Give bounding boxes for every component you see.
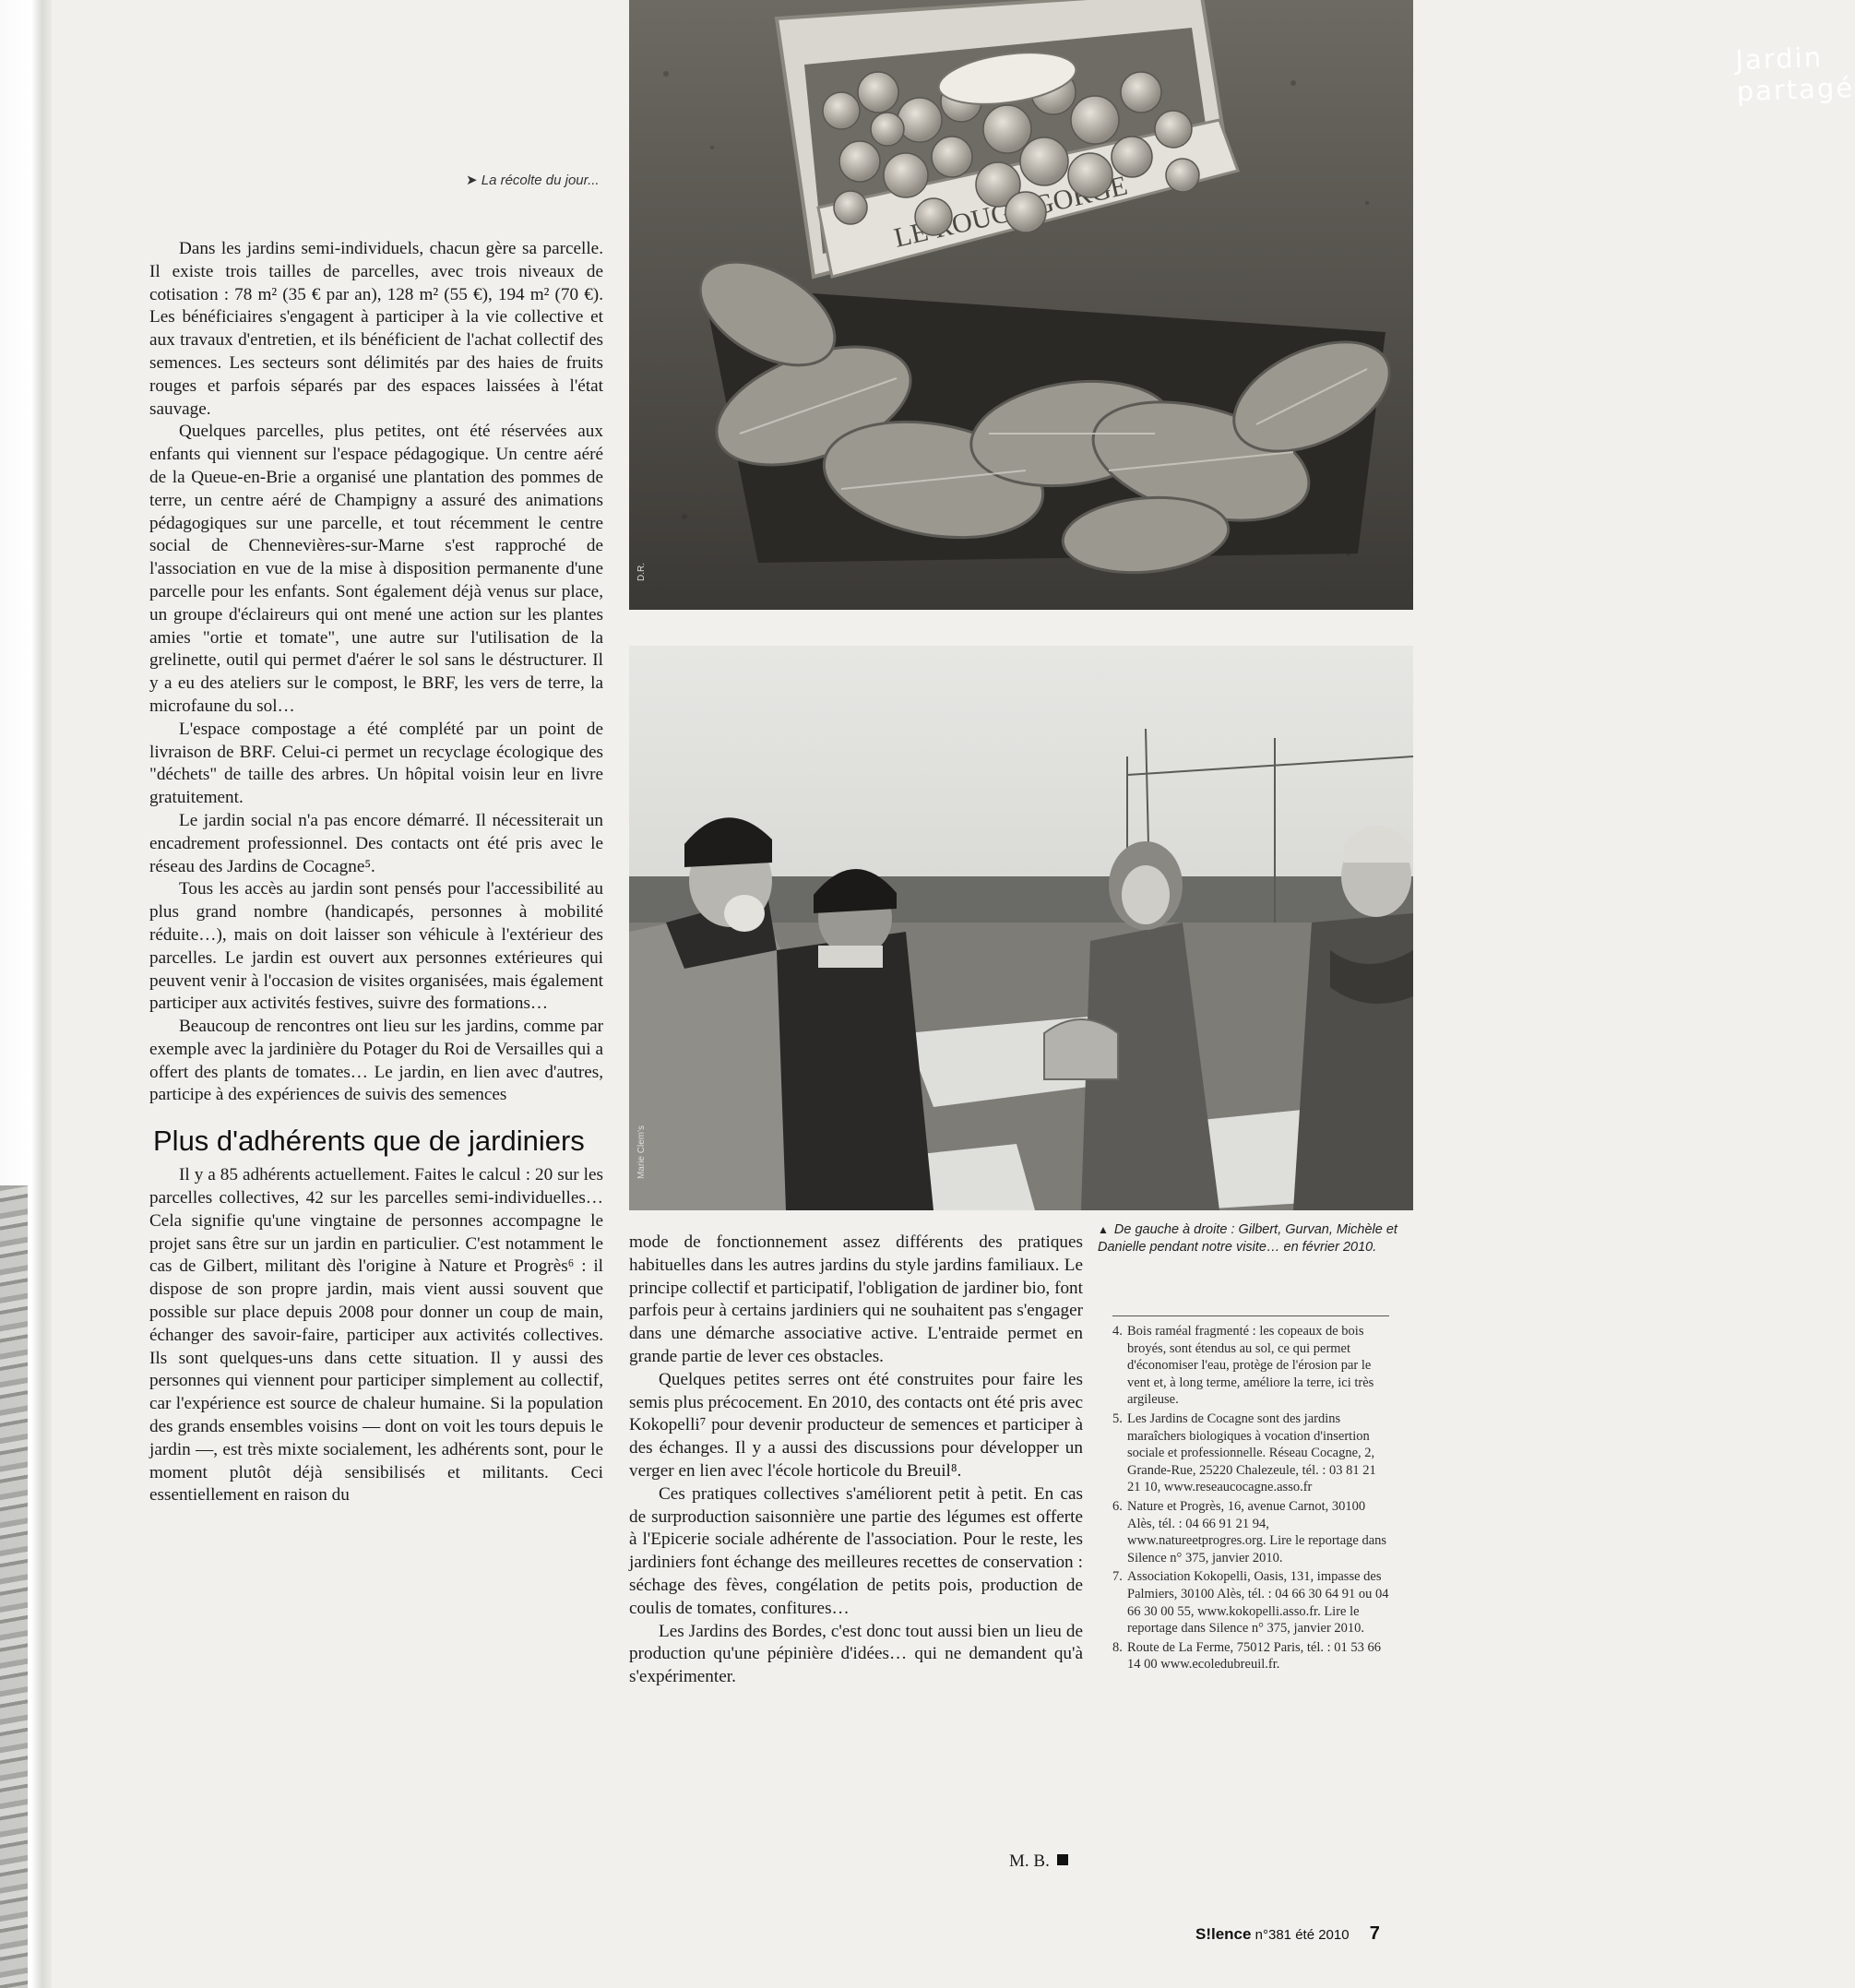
caret-up-icon: ▲	[1098, 1223, 1109, 1236]
paragraph: L'espace compostage a été complété par un point de livraison de BRF. Celui-ci permet un recyclage écologique des "déchets" de taille des arbres. Un hôpital voisin leur en livre gratuitement.	[149, 719, 603, 808]
page-number: 7	[1369, 1923, 1380, 1944]
paragraph: Quelques parcelles, plus petites, ont été réservées aux enfants qui viennent sur l'espace pédagogique. Un centre aéré de la Queue-en-Brie a organisé une plantation des pommes de terre, un centre aéré de Champigny a assuré des animations pédagogiques sur une parcelle, et tout récemment le centre social de Chennevières-sur-Marne s'est rapproché de l'association en vue de la mise à disposition permanente d'une parcelle pour les enfants. Sont également déjà venus sur place, un groupe d'éclaireurs qui ont mené une action sur les plantes amies "ortie et tomate", une autre sur l'utilisation de la grelinette, outil qui permet d'aérer le sol sans le déstructurer. Il y a eu des ateliers sur le compost, le BRF, les vers de terre, la microfaune du sol…	[149, 422, 603, 716]
photo-credit-top: D.R.	[636, 563, 647, 581]
paragraph: Tous les accès au jardin sont pensés pour l'accessibilité au plus grand nombre (handicapés, personnes à mobilité réduite…), mais on doit laisser son véhicule à l'extérieur des parcelles. Le jardin est ouvert aux personnes extérieures qui peuvent venir à l'occasion de visites organisées, mais également participer aux activités festives, suivre des formations…	[149, 879, 603, 1014]
end-mark	[1057, 1854, 1068, 1865]
photo-visitors	[629, 646, 1413, 1210]
crate-label: LE ROUGE	[891, 193, 1031, 254]
page-footer	[1195, 1923, 1380, 1945]
paragraph: mode de fonctionnement assez différents des pratiques habituelles dans les autres jardins du style jardins familiaux. Le principe collectif et participatif, l'obligation de jardiner bio, font parfois peur à certains jardiniers qui ne souhaitent pas s'engager dans une démarche associative active. L'entraide permet en grande partie de lever ces obstacles.	[629, 1232, 1083, 1366]
author-signature	[1009, 1851, 1068, 1872]
page-edge	[0, 0, 52, 1988]
torn-edge	[0, 1185, 28, 1988]
footnote: 8. Route de La Ferme, 75012 Paris, tél. : 01 53 66 14 00 www.ecoledubreuil.fr.	[1112, 1639, 1382, 1673]
paragraph: Quelques petites serres ont été construites pour faire les semis plus précocement. En 2010, des contacts ont été pris avec Kokopelli⁷ pour devenir producteur de semences et participer à des échanges. Il y a aussi des discussions pour développer un verger en lien avec l'école horticole du Breuil⁸.	[629, 1369, 1083, 1481]
paragraph: Le jardin social n'a pas encore démarré. Il nécessiterait un encadrement professionnel. Des contacts ont été pris avec le réseau des Jardins de Cocagne⁵.	[149, 810, 603, 876]
caption-bottom-photo	[1098, 1221, 1411, 1256]
issue-info: n°381 été 2010	[1255, 1927, 1350, 1943]
photo-harvest	[629, 0, 1855, 610]
paragraph: Dans les jardins semi-individuels, chacun gère sa parcelle. Il existe trois tailles de parcelles, avec trois niveaux de cotisation : 78 m² (35 € par an), 128 m² (55 €), 194 m² (70 €). Les bénéficiaires s'engagent à participer à la vie collective et aux travaux d'entretien, et ils bénéficient de l'achat collectif des semences. Les secteurs sont délimités par des haies de fruits rouges et parfois séparés par des espaces laissées à l'état sauvage.	[149, 239, 603, 419]
middle-column	[629, 1232, 1083, 1689]
photo-harvest-drawing	[629, 0, 1413, 610]
section-heading: Plus d'adhérents que de jardiniers	[153, 1125, 585, 1158]
paragraph: Il y a 85 adhérents actuellement. Faites le calcul : 20 sur les parcelles collectives, 42 sur les parcelles semi-individuelles… Cela signifie qu'une vingtaine de personnes accompagne le projet sans être sur un jardin en particulier. C'est notamment le cas de Gilbert, militant dès l'origine à Nature et Progrès⁶ : il dispose de son propre jardin, mais vient aussi souvent que possible sur place depuis 2008 pour donner un coup de main, échanger des savoir-faire, participer aux activités collectives. Ils sont quelques-uns dans cette situation. Il y aussi des personnes qui viennent pour participer simplement au collectif, car l'expérience est source de chaleur humaine. Si la population des grands ensembles voisins — dont on voit les tours depuis le jardin —, est très mixte socialement, les adhérents sont, pour le moment plutôt déjà sensibilisés et militants. Ceci essentiellement en raison du	[149, 1165, 603, 1506]
left-column	[149, 238, 603, 1507]
signature-text: M. B.	[1009, 1851, 1050, 1871]
footnote: 5. Les Jardins de Cocagne sont des jardins maraîchers biologiques à vocation d'insertion sociale et professionnelle. Réseau Cocagne, 2, Grande-Rue, 25220 Chalezeule, tél. : 03 81 21 21 10, www.reseaucocagne.asso.fr	[1112, 1411, 1376, 1495]
footnote: 4. Bois raméal fragmenté : les copeaux de bois broyés, sont étendus au sol, ce qui permet d'économiser l'eau, protège de l'érosion par le vent et, à long terme, améliore la terre, ici très argileuse.	[1112, 1324, 1374, 1408]
paragraph: Les Jardins des Bordes, c'est donc tout aussi bien un lieu de production qu'une pépinière d'idées… qui ne demandent qu'à s'expérimenter.	[629, 1621, 1083, 1687]
magazine-brand: S!lence	[1195, 1925, 1252, 1943]
photo-visitors-drawing	[629, 646, 1413, 1210]
paragraph: Ces pratiques collectives s'améliorent petit à petit. En cas de surproduction saisonnière une partie des légumes est offerte à l'Epicerie sociale adhérente de l'association. Pour le reste, les jardiniers font échange des meilleures recettes de conservation : séchage des fèves, congélation de petits pois, production de coulis de tomates, confitures…	[629, 1483, 1083, 1618]
footnote-divider	[1112, 1315, 1389, 1316]
paragraph: Beaucoup de rencontres ont lieu sur les jardins, comme par exemple avec la jardinière du Potager du Roi de Versailles qui a offert des plants de tomates… Le jardin, en lien avec d'autres, participe à des expériences de suivis des semences	[149, 1017, 603, 1105]
section-stamp: Jardin partagé	[1734, 41, 1855, 108]
photo-credit-bottom: Marie Clem's	[636, 1125, 647, 1180]
caption-top: ➤ La récolte du jour...	[466, 173, 600, 188]
footnote: 6. Nature et Progrès, 16, avenue Carnot, 30100 Alès, tél. : 04 66 91 21 94, www.natureetprogres.org. Lire le reportage dans Silence n° 375, janvier 2010.	[1112, 1498, 1387, 1565]
footnote: 7. Association Kokopelli, Oasis, 131, impasse des Palmiers, 30100 Alès, tél. : 04 66 30 64 91 ou 04 66 30 00 55, www.kokopelli.asso.fr. Lire le reportage dans Silence n° 375, janvier 2010.	[1112, 1569, 1389, 1637]
footnotes	[1112, 1323, 1389, 1675]
caption-text: De gauche à droite : Gilbert, Gurvan, Michèle et Danielle pendant notre visite… en février 2010.	[1098, 1222, 1397, 1255]
